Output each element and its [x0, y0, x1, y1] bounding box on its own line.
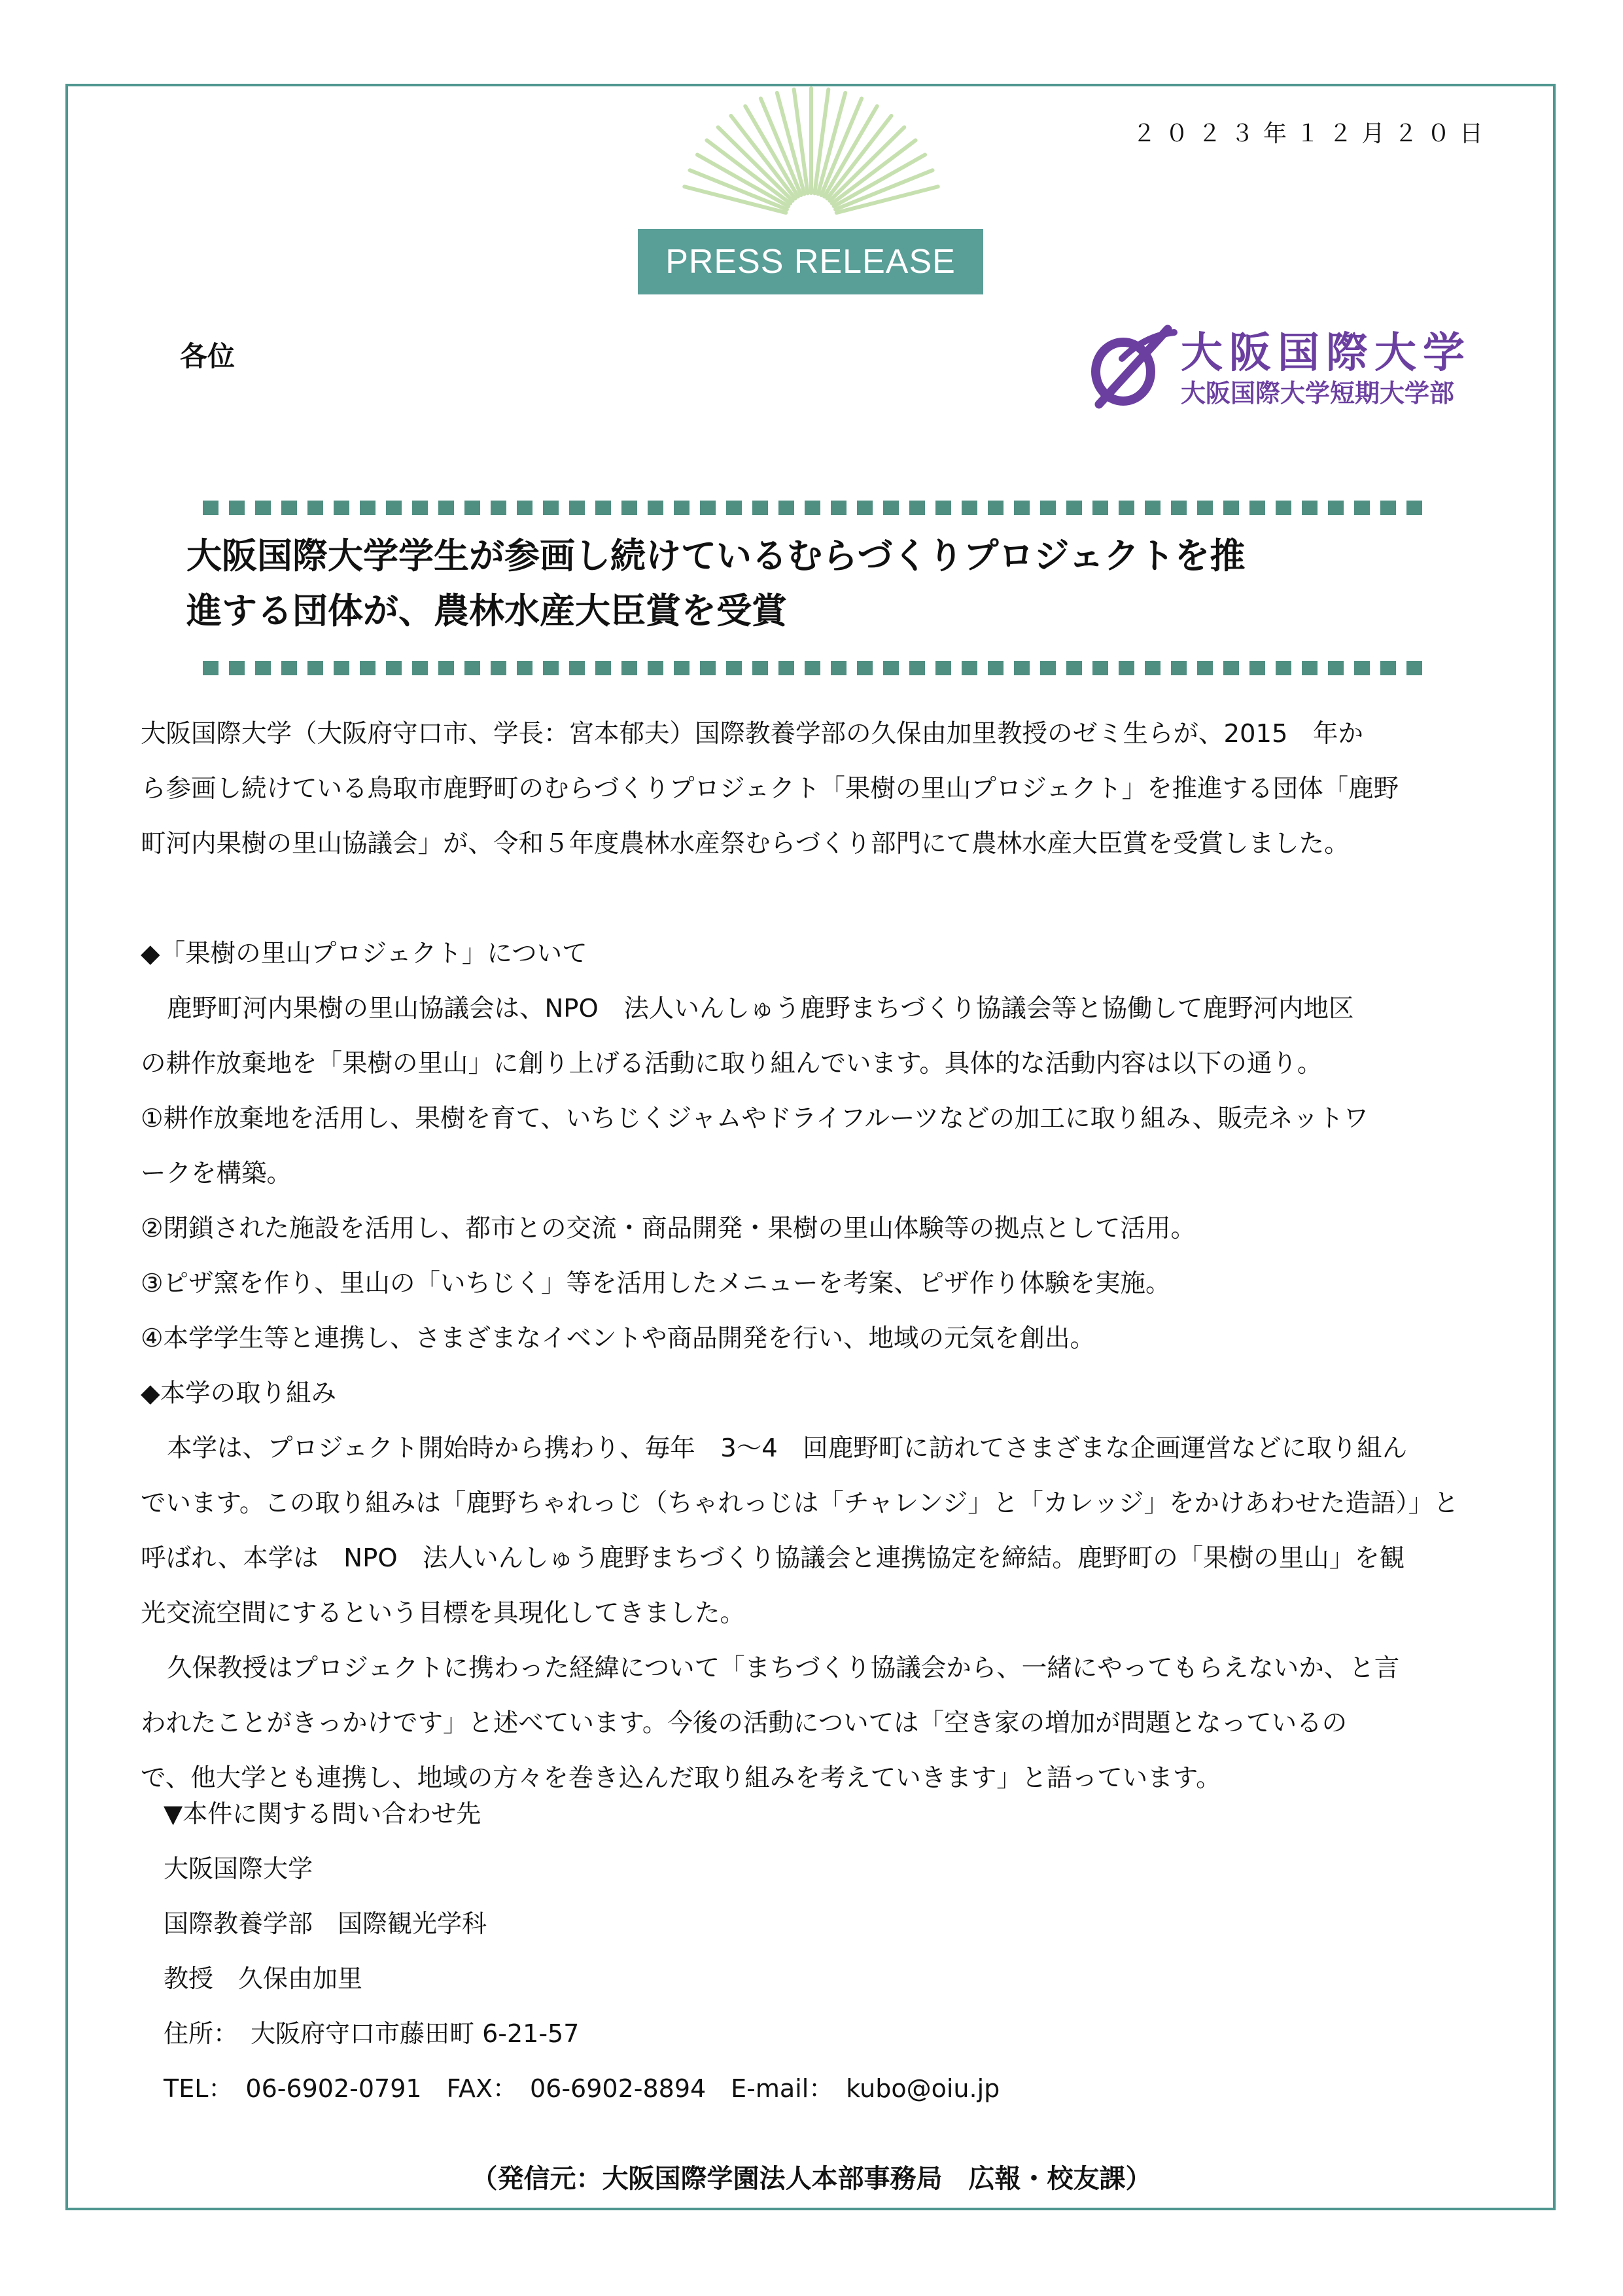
university-logo [1083, 319, 1501, 411]
divider-dash [255, 661, 271, 675]
divider-dash [1328, 661, 1344, 675]
divider-dash [1276, 661, 1291, 675]
divider-dash [778, 661, 794, 675]
divider-dash [1014, 661, 1030, 675]
divider-dash [569, 501, 585, 515]
paragraph-line: 鹿野町河内果樹の里山協議会は、NPO 法人いんしゅう鹿野まちづくり協議会等と協働して鹿野河内地区 [167, 994, 1354, 1023]
divider-dash [700, 501, 716, 515]
divider-dash [438, 501, 454, 515]
headline-line-1: 大阪国際大学学生が参画し続けているむらづくりプロジェクトを推 [186, 535, 1246, 576]
divider-dash [1092, 501, 1108, 515]
logo-university-name: 大阪国際大学 [1181, 329, 1471, 378]
paragraph-line: 呼ばれ、本学は NPO 法人いんしゅう鹿野まちづくり協議会と連携協定を締結。鹿野町の「果樹の里山」を観 [141, 1544, 1405, 1573]
divider-dash [1145, 501, 1161, 515]
divider-dash [464, 501, 480, 515]
activity-item-4: ④本学学生等と連携し、さまざまなイベントや商品開発を行い、地域の元気を創出。 [141, 1324, 1096, 1353]
addressee: 各位 [180, 340, 236, 372]
divider-dash [935, 501, 951, 515]
contact-info [164, 1786, 1000, 2116]
headline-line-2: 進する団体が、農林水産大臣賞を受賞 [186, 590, 787, 631]
contact-department: 国際教養学部 国際観光学科 [164, 1909, 487, 1938]
divider-dash [831, 661, 846, 675]
divider-dash [805, 501, 820, 515]
divider-dash [962, 661, 977, 675]
divider-dash [988, 501, 1003, 515]
divider-dash [281, 501, 297, 515]
release-date: ２０２３年１２月２０日 [1132, 120, 1492, 147]
intro-line: 町河内果樹の里山協議会」が、令和５年度農林水産祭むらづくり部門にて農林水産大臣賞を受賞しました。 [141, 829, 1350, 858]
divider-dash [334, 661, 349, 675]
divider-dash [229, 501, 245, 515]
divider-dash [1302, 501, 1318, 515]
divider-dash [1223, 661, 1239, 675]
divider-dash [307, 501, 323, 515]
divider-dash [412, 661, 428, 675]
divider-dash [255, 501, 271, 515]
divider-dash [909, 501, 925, 515]
paragraph-line: でいます。この取り組みは「鹿野ちゃれっじ（ちゃれっじは「チャレンジ」と「カレッジ」をかけあわせた造語）」と [141, 1489, 1459, 1518]
paragraph-line: 久保教授はプロジェクトに携わった経緯について「まちづくり協議会から、一緒にやってもらえないか、と言 [167, 1653, 1400, 1683]
title-divider-top [203, 501, 1426, 515]
divider-dash [752, 501, 768, 515]
divider-dash [805, 661, 820, 675]
divider-dash [621, 661, 637, 675]
divider-dash [1328, 501, 1344, 515]
issuer-footer: （発信元：大阪国際学園法人本部事務局 広報・校友課） [471, 2164, 1152, 2194]
divider-dash [1014, 501, 1030, 515]
divider-dash [1197, 501, 1213, 515]
divider-dash [1354, 501, 1370, 515]
divider-dash [1119, 661, 1134, 675]
paragraph-line: で、他大学とも連携し、地域の方々を巻き込んだ取り組みを考えていきます」と語っています。 [141, 1763, 1221, 1793]
divider-dash [517, 661, 532, 675]
divider-dash [203, 501, 218, 515]
title-divider-bottom [203, 661, 1426, 675]
divider-dash [935, 661, 951, 675]
divider-dash [883, 501, 899, 515]
divider-dash [778, 501, 794, 515]
sunburst-decoration [628, 79, 994, 222]
divider-dash [700, 661, 716, 675]
paragraph-line: 本学は、プロジェクト開始時から携わり、毎年 3～4 回鹿野町に訪れてさまざまな企画運営などに取り組ん [167, 1434, 1408, 1463]
divider-dash [1249, 661, 1265, 675]
divider-dash [360, 661, 375, 675]
divider-dash [334, 501, 349, 515]
divider-dash [674, 501, 689, 515]
divider-dash [674, 661, 689, 675]
section-heading-project: ◆「果樹の里山プロジェクト」について [141, 939, 587, 968]
divider-dash [1380, 501, 1396, 515]
divider-dash [203, 661, 218, 675]
paragraph-line: 光交流空間にするという目標を具現化してきました。 [141, 1598, 746, 1628]
divider-dash [543, 501, 559, 515]
divider-dash [1276, 501, 1291, 515]
contact-heading: ▼本件に関する問い合わせ先 [164, 1799, 481, 1828]
divider-dash [1302, 661, 1318, 675]
divider-dash [883, 661, 899, 675]
divider-dash [491, 661, 506, 675]
paragraph-line: われたことがきっかけです」と述べています。今後の活動については「空き家の増加が問題となっているの [141, 1708, 1348, 1738]
paragraph-line: の耕作放棄地を「果樹の里山」に創り上げる活動に取り組んでいます。具体的な活動内容は以下の通り。 [141, 1049, 1323, 1078]
article-body [141, 707, 1482, 1806]
divider-dash [464, 661, 480, 675]
intro-line: ら参画し続けている鳥取市鹿野町のむらづくりプロジェクト「果樹の里山プロジェクト」を推進する団体「鹿野 [141, 774, 1399, 804]
divider-dash [438, 661, 454, 675]
divider-dash [857, 501, 873, 515]
divider-dash [1040, 501, 1056, 515]
divider-dash [229, 661, 245, 675]
divider-dash [726, 501, 742, 515]
activity-item-2: ②閉鎖された施設を活用し、都市との交流・商品開発・果樹の里山体験等の拠点として活用。 [141, 1214, 1196, 1243]
intro-line: 大阪国際大学（大阪府守口市、学長：宮本郁夫）国際教養学部の久保由加里教授のゼミ生らが、2015 年か [141, 719, 1363, 749]
divider-dash [1249, 501, 1265, 515]
divider-dash [1197, 661, 1213, 675]
divider-dash [360, 501, 375, 515]
logo-junior-college-name: 大阪国際大学短期大学部 [1181, 379, 1455, 408]
divider-dash [1406, 501, 1422, 515]
divider-dash [857, 661, 873, 675]
divider-dash [1119, 501, 1134, 515]
divider-dash [621, 501, 637, 515]
press-release-banner: PRESS RELEASE [638, 229, 983, 294]
divider-dash [726, 661, 742, 675]
headline [186, 529, 1462, 639]
divider-dash [648, 501, 663, 515]
contact-phone-email: TEL： 06-6902-0791 FAX： 06-6902-8894 E-mail： kubo@oiu.jp [164, 2074, 1000, 2103]
divider-dash [752, 661, 768, 675]
divider-dash [517, 501, 532, 515]
university-emblem-icon [1083, 319, 1181, 411]
divider-dash [962, 501, 977, 515]
divider-dash [1354, 661, 1370, 675]
divider-dash [1092, 661, 1108, 675]
divider-dash [491, 501, 506, 515]
divider-dash [1066, 661, 1082, 675]
divider-dash [386, 661, 402, 675]
divider-dash [1171, 661, 1187, 675]
section-heading-university: ◆本学の取り組み [141, 1379, 337, 1408]
divider-dash [1040, 661, 1056, 675]
divider-dash [569, 661, 585, 675]
contact-person: 教授 久保由加里 [164, 1964, 363, 1993]
divider-dash [386, 501, 402, 515]
divider-dash [988, 661, 1003, 675]
activity-item-1: ①耕作放棄地を活用し、果樹を育て、いちじくジャムやドライフルーツなどの加工に取り組み、販売ネットワ [141, 1104, 1369, 1133]
divider-dash [909, 661, 925, 675]
contact-address: 住所： 大阪府守口市藤田町 6-21-57 [164, 2019, 580, 2048]
divider-dash [307, 661, 323, 675]
divider-dash [543, 661, 559, 675]
divider-dash [1066, 501, 1082, 515]
divider-dash [595, 661, 611, 675]
divider-dash [648, 661, 663, 675]
divider-dash [412, 501, 428, 515]
divider-dash [595, 501, 611, 515]
divider-dash [1380, 661, 1396, 675]
divider-dash [1171, 501, 1187, 515]
divider-dash [281, 661, 297, 675]
divider-dash [831, 501, 846, 515]
divider-dash [1406, 661, 1422, 675]
activity-item-1-cont: ークを構築。 [141, 1159, 292, 1188]
activity-item-3: ③ピザ窯を作り、里山の「いちじく」等を活用したメニューを考案、ピザ作り体験を実施。 [141, 1269, 1171, 1298]
divider-dash [1223, 501, 1239, 515]
divider-dash [1145, 661, 1161, 675]
contact-organization: 大阪国際大学 [164, 1854, 313, 1883]
